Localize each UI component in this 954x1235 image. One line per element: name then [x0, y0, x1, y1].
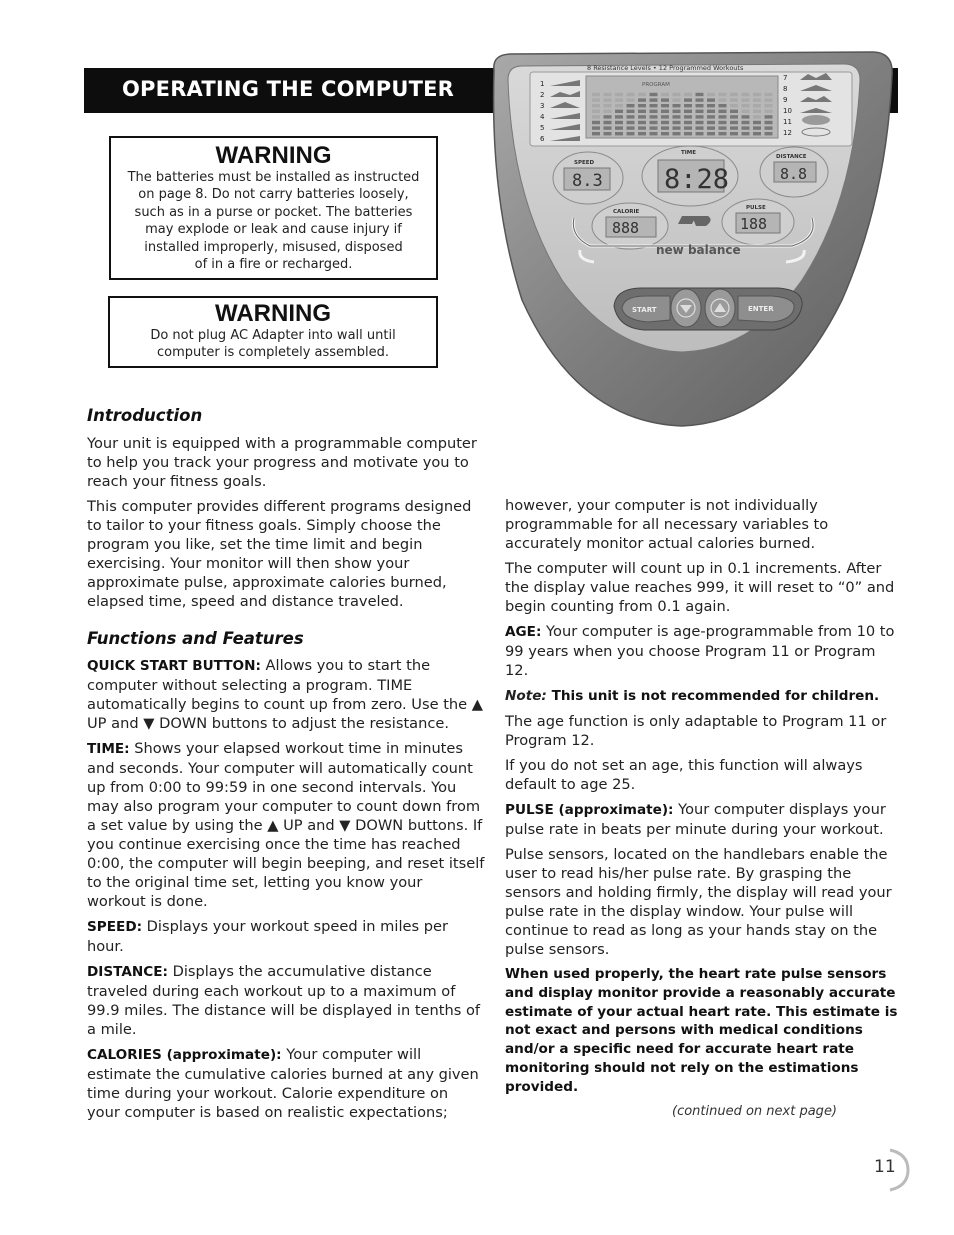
matrix-segment — [615, 93, 623, 96]
matrix-segment — [604, 121, 612, 124]
matrix-segment — [696, 132, 704, 135]
matrix-segment — [592, 98, 600, 101]
pulse-sensors-paragraph: Pulse sensors, located on the handlebars enable the user to read his/her pulse rate. By grasping the sensors and holding firmly, the display will read your pulse rate in the display window. Your pulse will continue to read as long as your hands stay on the pulse sensors. — [505, 846, 892, 958]
warning-line: computer is completely assembled. — [157, 345, 389, 361]
matrix-segment — [707, 132, 715, 135]
matrix-segment — [684, 104, 692, 107]
matrix-segment — [707, 104, 715, 107]
calories-continued-paragraph: however, your computer is not individually programmable for all necessary variables to accurately monitor actual calories burned. — [505, 497, 829, 552]
warning-line: may explode or leak and cause injury if — [145, 222, 402, 238]
time-value: 8:28 — [664, 164, 730, 195]
matrix-segment — [719, 93, 727, 96]
matrix-segment — [650, 110, 658, 113]
matrix-segment — [730, 104, 738, 107]
matrix-segment — [627, 93, 635, 96]
matrix-segment — [627, 104, 635, 107]
matrix-segment — [765, 104, 773, 107]
matrix-segment — [592, 126, 600, 129]
matrix-segment — [638, 98, 646, 101]
matrix-segment — [661, 110, 669, 113]
matrix-segment — [765, 110, 773, 113]
matrix-segment — [696, 98, 704, 101]
intro-paragraph: This computer provides different programs designed to tailor to your fitness goals. Simply choose the program you like, set the time limit and begin exercising. Your monitor will then show your approximate pulse, approximate calories burned, elapsed time, speed and distance traveled. — [87, 498, 472, 610]
matrix-segment — [604, 110, 612, 113]
matrix-segment — [627, 115, 635, 118]
warning-line: such as in a purse or pocket. The batteries — [134, 204, 413, 220]
matrix-segment — [638, 104, 646, 107]
matrix-segment — [719, 121, 727, 124]
calorie-value: 888 — [612, 219, 640, 237]
matrix-segment — [753, 98, 761, 101]
matrix-segment — [650, 93, 658, 96]
matrix-segment — [753, 110, 761, 113]
distance-value: 8.8 — [780, 165, 808, 183]
program-number: 5 — [540, 124, 545, 132]
matrix-segment — [615, 110, 623, 113]
note-text: This unit is not recommended for children. — [546, 688, 880, 704]
matrix-segment — [742, 104, 750, 107]
heart-rate-disclaimer: When used properly, the heart rate pulse sensors and display monitor provide a reasonably accurate estimate of your actual heart rate. This estimate is not exact and persons with medical conditions and/or a specific need for accurate heart rate monitoring should not rely on the estimations provided. — [505, 966, 898, 1095]
distance-label: DISTANCE — [776, 154, 807, 160]
battery-warning-box — [109, 136, 438, 280]
program-number: 3 — [540, 102, 545, 110]
term-label: AGE: — [505, 624, 542, 640]
matrix-segment — [707, 115, 715, 118]
matrix-segment — [753, 93, 761, 96]
term-text: Your computer displays your pulse rate in beats per minute during your workout. — [505, 801, 886, 838]
matrix-segment — [742, 115, 750, 118]
matrix-segment — [696, 115, 704, 118]
term-label: QUICK START BUTTON: — [87, 658, 261, 674]
matrix-segment — [684, 98, 692, 101]
matrix-segment — [638, 110, 646, 113]
matrix-segment — [627, 126, 635, 129]
matrix-segment — [765, 115, 773, 118]
matrix-segment — [742, 98, 750, 101]
start-button-label: START — [632, 306, 657, 314]
matrix-segment — [696, 126, 704, 129]
matrix-segment — [684, 121, 692, 124]
program-number: 8 — [783, 85, 788, 93]
matrix-segment — [742, 126, 750, 129]
matrix-segment — [730, 132, 738, 135]
matrix-segment — [650, 126, 658, 129]
program-number: 7 — [783, 74, 788, 82]
matrix-segment — [650, 121, 658, 124]
matrix-segment — [650, 132, 658, 135]
matrix-segment — [661, 93, 669, 96]
matrix-segment — [696, 93, 704, 96]
matrix-segment — [592, 115, 600, 118]
note-label: Note: — [505, 688, 547, 704]
term-text: Allows you to start the computer without selecting a program. TIME automatically begins to count up from zero. Use the ▲ UP and ▼ DOWN buttons to adjust the resistance. — [87, 657, 484, 732]
matrix-segment — [627, 121, 635, 124]
matrix-segment — [719, 115, 727, 118]
matrix-segment — [615, 121, 623, 124]
matrix-segment — [592, 132, 600, 135]
speed-value: 8.3 — [572, 171, 603, 191]
functions-heading: Functions and Features — [87, 629, 304, 648]
warning-line: on page 8. Do not carry batteries loosely, — [138, 187, 409, 203]
matrix-segment — [730, 98, 738, 101]
term-text: Your computer is age-programmable from 10 to 99 years when you choose Program 11 or Program 12. — [505, 623, 895, 679]
page-number: 11 — [874, 1157, 896, 1177]
matrix-segment — [673, 110, 681, 113]
warning-title: WARNING — [215, 300, 331, 327]
matrix-segment — [673, 93, 681, 96]
right-text-column — [505, 496, 903, 1103]
distance-paragraph — [87, 962, 485, 1039]
warning-line: installed improperly, misused, disposed — [144, 239, 403, 255]
matrix-segment — [650, 115, 658, 118]
continued-note: (continued on next page) — [672, 1104, 838, 1119]
matrix-segment — [753, 121, 761, 124]
matrix-segment — [638, 93, 646, 96]
term-text: Displays the accumulative distance traveled during each workout up to a maximum of 99.9 miles. The distance will be displayed in tenths of a mile. — [87, 963, 481, 1038]
matrix-segment — [707, 98, 715, 101]
page-title: OPERATING THE COMPUTER — [122, 77, 455, 101]
matrix-segment — [638, 132, 646, 135]
warning-line: Do not plug AC Adapter into wall until — [150, 328, 396, 343]
matrix-segment — [615, 126, 623, 129]
matrix-segment — [673, 121, 681, 124]
matrix-segment — [707, 93, 715, 96]
matrix-segment — [696, 121, 704, 124]
warning-title: WARNING — [215, 142, 332, 169]
matrix-segment — [707, 121, 715, 124]
matrix-segment — [627, 132, 635, 135]
matrix-segment — [615, 104, 623, 107]
matrix-segment — [684, 110, 692, 113]
term-text: Your computer will estimate the cumulative calories burned at any given time during your workout. Calorie expenditure on your computer is based on realistic expectations; — [87, 1046, 479, 1121]
introduction-heading: Introduction — [87, 406, 203, 425]
increment-paragraph: The computer will count up in 0.1 increments. After the display value reaches 999, it will reset to “0” and begin counting from 0.1 again. — [505, 560, 895, 615]
matrix-segment — [696, 110, 704, 113]
matrix-segment — [742, 93, 750, 96]
matrix-segment — [661, 132, 669, 135]
console-illustration — [482, 50, 902, 430]
matrix-segment — [730, 115, 738, 118]
matrix-segment — [707, 126, 715, 129]
matrix-segment — [604, 98, 612, 101]
warning-line: The batteries must be installed as instructed — [127, 170, 420, 185]
matrix-segment — [719, 132, 727, 135]
matrix-segment — [765, 132, 773, 135]
matrix-segment — [592, 121, 600, 124]
program-number: 9 — [783, 96, 788, 104]
matrix-segment — [604, 93, 612, 96]
speed-label: SPEED — [574, 160, 595, 166]
matrix-segment — [730, 126, 738, 129]
program-number: 6 — [540, 135, 545, 143]
pulse-paragraph — [505, 800, 903, 839]
matrix-segment — [627, 110, 635, 113]
program-number: 2 — [540, 91, 545, 99]
matrix-segment — [719, 104, 727, 107]
warning-line: of in a fire or recharged. — [194, 257, 353, 273]
matrix-segment — [661, 121, 669, 124]
matrix-segment — [753, 115, 761, 118]
matrix-segment — [673, 132, 681, 135]
time-label: TIME — [681, 150, 697, 156]
program-label: PROGRAM — [642, 82, 670, 88]
term-text: Shows your elapsed workout time in minutes and seconds. Your computer will automatically count up from 0:00 to 99:59 in one second intervals. You may also program your computer to count down from a set value by using the ▲ UP and ▼ DOWN buttons. If you continue exercising once the time has reached 0:00, the computer will begin beeping, and reset itself to the original time set, letting you know your workout is done. — [87, 740, 485, 910]
matrix-segment — [615, 115, 623, 118]
program-number: 4 — [540, 113, 545, 121]
matrix-segment — [650, 98, 658, 101]
matrix-segment — [719, 126, 727, 129]
matrix-segment — [719, 110, 727, 113]
matrix-segment — [673, 98, 681, 101]
age-function-paragraph: The age function is only adaptable to Program 11 or Program 12. — [505, 713, 887, 749]
term-text: Displays your workout speed in miles per hour. — [87, 918, 448, 955]
speed-paragraph — [87, 917, 485, 956]
matrix-segment — [650, 104, 658, 107]
brand-name: new balance — [656, 243, 741, 257]
program-number: 10 — [783, 107, 792, 115]
matrix-segment — [753, 132, 761, 135]
program-number: 11 — [783, 118, 792, 126]
matrix-segment — [638, 121, 646, 124]
matrix-segment — [604, 115, 612, 118]
matrix-segment — [765, 93, 773, 96]
matrix-segment — [604, 132, 612, 135]
matrix-segment — [753, 104, 761, 107]
matrix-segment — [638, 115, 646, 118]
matrix-segment — [684, 93, 692, 96]
matrix-segment — [765, 121, 773, 124]
matrix-segment — [730, 110, 738, 113]
term-label: PULSE (approximate): — [505, 802, 674, 818]
matrix-segment — [684, 126, 692, 129]
matrix-segment — [673, 104, 681, 107]
matrix-segment — [765, 98, 773, 101]
matrix-segment — [730, 93, 738, 96]
matrix-segment — [661, 98, 669, 101]
matrix-segment — [742, 121, 750, 124]
adapter-warning-box — [108, 296, 438, 368]
pulse-label: PULSE — [746, 205, 766, 211]
matrix-segment — [604, 104, 612, 107]
quick-start-paragraph — [87, 656, 485, 733]
age-default-paragraph: If you do not set an age, this function will always default to age 25. — [505, 757, 863, 793]
intro-paragraph: Your unit is equipped with a programmable computer to help you track your progress and motivate you to reach your fitness goals. — [87, 435, 477, 490]
heart-program-icon — [802, 115, 830, 125]
matrix-segment — [696, 104, 704, 107]
calories-paragraph — [87, 1045, 485, 1122]
matrix-segment — [592, 110, 600, 113]
matrix-segment — [627, 98, 635, 101]
enter-button-label: ENTER — [748, 305, 774, 313]
page-corner-curl-icon — [888, 1148, 910, 1192]
matrix-segment — [661, 126, 669, 129]
note-paragraph — [505, 686, 903, 706]
matrix-segment — [604, 126, 612, 129]
matrix-segment — [707, 110, 715, 113]
matrix-segment — [742, 132, 750, 135]
program-number: 12 — [783, 129, 792, 137]
term-label: TIME: — [87, 741, 130, 757]
pulse-value: 188 — [740, 215, 768, 233]
matrix-segment — [730, 121, 738, 124]
age-paragraph — [505, 622, 903, 680]
matrix-segment — [638, 126, 646, 129]
console-banner: 8 Resistance Levels • 12 Programmed Workouts — [587, 64, 744, 72]
matrix-segment — [673, 115, 681, 118]
matrix-segment — [684, 115, 692, 118]
term-label: DISTANCE: — [87, 964, 168, 980]
time-paragraph — [87, 739, 485, 911]
matrix-segment — [673, 126, 681, 129]
matrix-segment — [684, 132, 692, 135]
matrix-segment — [661, 104, 669, 107]
matrix-segment — [615, 132, 623, 135]
matrix-segment — [742, 110, 750, 113]
matrix-segment — [753, 126, 761, 129]
matrix-segment — [661, 115, 669, 118]
matrix-segment — [592, 93, 600, 96]
matrix-segment — [615, 98, 623, 101]
matrix-segment — [765, 126, 773, 129]
term-label: CALORIES (approximate): — [87, 1047, 282, 1063]
matrix-segment — [719, 98, 727, 101]
program-number: 1 — [540, 80, 545, 88]
term-label: SPEED: — [87, 919, 143, 935]
left-text-column — [87, 405, 485, 1128]
calorie-label: CALORIE — [613, 209, 640, 215]
matrix-segment — [592, 104, 600, 107]
